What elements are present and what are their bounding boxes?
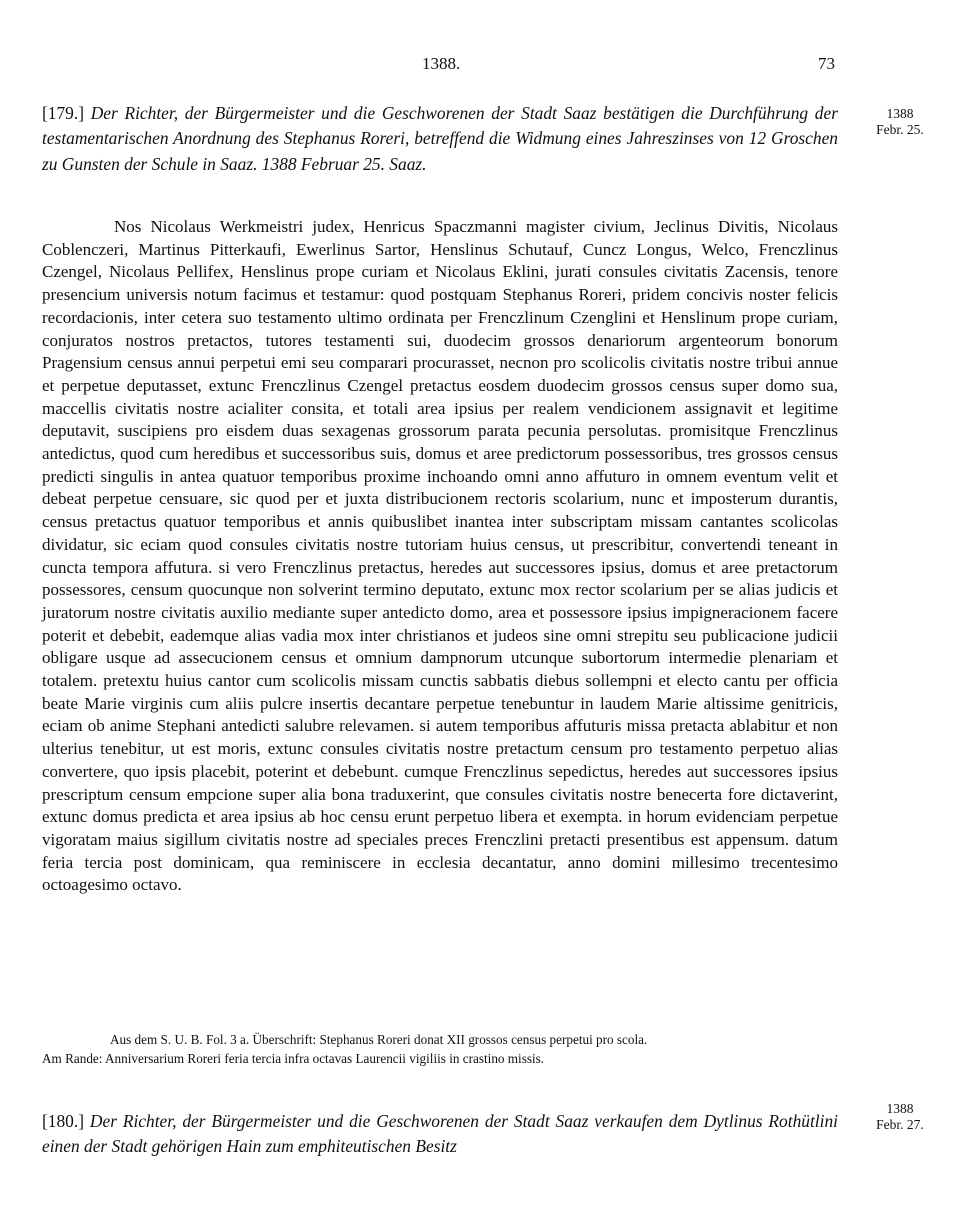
- document-179-body: [42, 216, 838, 897]
- document-180-title: [42, 1109, 838, 1160]
- source-note: Aus dem S. U. B. Fol. 3 a. Überschrift: Stephanus Roreri donat XII grossos census perpetui pro scola.: [110, 1032, 648, 1047]
- page-number: 73: [818, 54, 835, 73]
- margin-year: 1388: [886, 1101, 914, 1116]
- margin-day: Febr. 27.: [876, 1117, 924, 1132]
- running-header-year: 1388.: [422, 54, 461, 73]
- document-179-source-notes: [42, 1031, 838, 1068]
- document-179-title: [42, 101, 838, 177]
- margin-annotation-note: Am Rande: Anniversarium Roreri feria tercia infra octavas Laurencii vigiliis in crastino missis.: [42, 1050, 545, 1066]
- document-180-regest: Der Richter, der Bürgermeister und die Geschworenen der Stadt Saaz verkaufen dem Dytlinus Rothütlini einen der Stadt gehörigen Hain zum emphiteutischen Besitz: [42, 1111, 838, 1157]
- document-179-number: [179.]: [42, 103, 85, 123]
- page-header: [0, 54, 960, 78]
- document-179-regest: Der Richter, der Bürgermeister und die Geschworenen der Stadt Saaz bestätigen die Durchführung der testamentarischen Anordnung des Stephanus Roreri, betreffend die Widmung eines Jahreszinses von 12 Groschen zu Gunsten der Schule in Saaz. 1388 Februar 25. Saaz.: [42, 103, 838, 174]
- margin-year: 1388: [886, 106, 914, 121]
- document-179-latin-text: Nos Nicolaus Werkmeistri judex, Henricus Spaczmanni magister civium, Jeclinus Divitis, Nicolaus Coblenczeri, Martinus Pitterkaufi, Ewerlinus Sartor, Henslinus Schutauf, Cuncz Longus, Welco, Frenczlinus Czengel, Nicolaus Pellifex, Henslinus prope curiam et Nicolaus Eklini, jurati consules civitatis Zacensis, tenore presencium universis notum facimus et testamur: quod postquam Stephanus Roreri, pridem concivis noster felicis recordacionis, inter cetera suo testamento ultimo ordinata per Frenczlinum Czenglini et Henslinum prope curiam, conjuratos nostros pretactos, tutores testamenti sui, duodecim grossos denariorum argenteorum bonorum Pragensium census annui perpetui emi seu comparari procurasset, necnon pro scolicolis civitatis nostre tribui annue et perpetue deputasset, extunc Frenczlinus Czengel pretactus eosdem duodecim grossos census super domo sua, maccellis civitatis nostre acialiter consita, et totali area ipsius per realem vendicionem assignavit et legitime deputavit, suscipiens pro eisdem duas sexagenas grossorum parata pecunia persolutas. promisitque Frenczlinus antedictus, quod cum heredibus et successoribus suis, domus et aree predictorum possessoribus, tres grossos census predicti singulis in antea quatuor temporibus proxime inchoando omni anno affuturo in omnem eventum velit et debeat perpetue censuare, sic quod per et juxta distribucionem rectoris scolarium, nunc et imposterum durantis, census pretactus quatuor temporibus et annis quibuslibet inantea inter subscriptam missam cantantes scolicolas dividatur, sic eciam quod consules civitatis nostre tutoriam huius census, ut prescribitur, convertendi teneant in cuncta tempora affutura. si vero Frenczlinus pretactus, heredes aut successores ipsius, domus et aree pretactorum possessores, censum quocunque non solverint termino deputato, extunc mox rector scolarium per se alias judicis et juratorum nostre civitatis auxilio mediante super antedicto domo, area et possessore ipsius impigneracionem facere poterit et debebit, eademque alias vadia mox inter christianos et judeos sine omni strepitu seu publicacione judicii obligare usque ad assecucionem census et omnium dampnorum utcunque subortorum intermedie plenariam et totalem. pretextu huius cantor cum scolicolis missam cunctis sabbatis diebus sollempni et electo cantu per officia beate Marie virginis cum aliis pulcre insertis decantare perpetue tenebuntur in laudem Marie altissime genitricis, eciam ob anime Stephani antedicti salubre relevamen. si autem temporibus affuturis missa pretacta ablabitur et non ulterius tenebitur, ut est moris, extunc consules civitatis nostre pretactum censum pro testamento perpetuo alias convertere, quo ipsis placebit, poterint et debebunt. cumque Frenczlinus sepedictus, heredes aut successores ipsius prescriptum censum empcione super alia bona traduxerint, que consules civitatis nostre benecerta fore dictaverint, extunc domus predicta et area ipsius ab hoc censu erunt perpetuo libera et exempta. in horum evidenciam perpetue vigoratam maius sigillum civitatis nostre ad speciales preces Frenczlini pretacti presentibus est appensum. datum feria tercia post dominicam, qua reminiscere in ecclesia decantatur, anno domini millesimo trecentesimo octoagesimo octavo.: [42, 217, 838, 895]
- document-179-margin-date: [852, 106, 948, 138]
- document-180-margin-date: [852, 1101, 948, 1133]
- margin-day: Febr. 25.: [876, 122, 924, 137]
- document-180-number: [180.]: [42, 1111, 85, 1131]
